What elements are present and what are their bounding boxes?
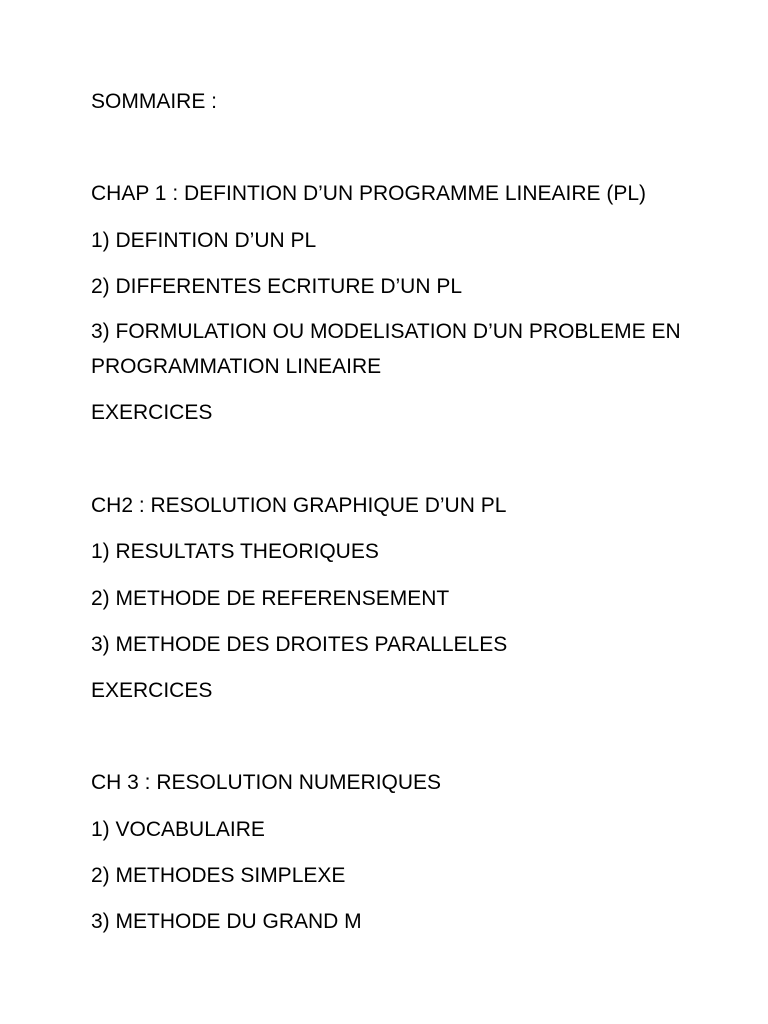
chapter-3-item-2: 2) METHODES SIMPLEXE bbox=[91, 864, 346, 887]
chapter-1-item-1: 1) DEFINTION D’UN PL bbox=[91, 229, 317, 252]
chapter-3-title: CH 3 : RESOLUTION NUMERIQUES bbox=[91, 771, 442, 794]
chapter-3-item-3: 3) METHODE DU GRAND M bbox=[91, 910, 362, 933]
chapter-2-title: CH2 : RESOLUTION GRAPHIQUE D’UN PL bbox=[91, 494, 507, 517]
chapter-2-item-2: 2) METHODE DE REFERENSEMENT bbox=[91, 587, 450, 610]
chapter-3-item-1: 1) VOCABULAIRE bbox=[91, 818, 265, 841]
document-heading: SOMMAIRE : bbox=[91, 90, 218, 113]
chapter-1-title: CHAP 1 : DEFINTION D’UN PROGRAMME LINEAIRE (PL) bbox=[91, 182, 647, 205]
chapter-2-exercises: EXERCICES bbox=[91, 679, 213, 702]
chapter-1-item-2: 2) DIFFERENTES ECRITURE D’UN PL bbox=[91, 275, 463, 298]
chapter-1-exercises: EXERCICES bbox=[91, 401, 213, 424]
chapter-2-item-3: 3) METHODE DES DROITES PARALLELES bbox=[91, 633, 508, 656]
chapter-1-item-3: 3) FORMULATION OU MODELISATION D’UN PROBLEME EN PROGRAMMATION LINEAIRE bbox=[91, 320, 681, 378]
chapter-2-item-1: 1) RESULTATS THEORIQUES bbox=[91, 540, 379, 563]
